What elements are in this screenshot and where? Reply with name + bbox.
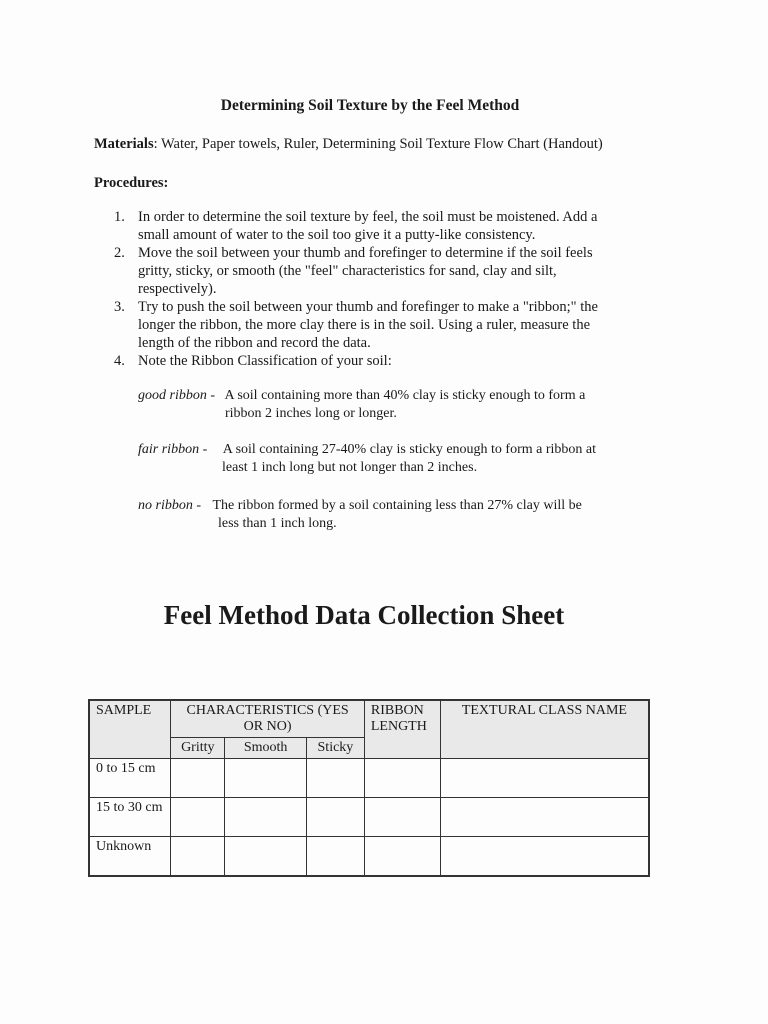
header-sticky: Sticky — [306, 738, 364, 759]
header-characteristics-line1: CHARACTERISTICS (YES — [186, 703, 349, 718]
header-gritty: Gritty — [171, 738, 225, 759]
ribbon-desc-line1: A soil containing more than 40% clay is sticky enough to form a — [224, 388, 586, 403]
sticky-cell[interactable] — [306, 759, 364, 798]
step-number: 2. — [114, 245, 125, 261]
materials-line — [94, 136, 603, 153]
gritty-cell[interactable] — [171, 798, 225, 837]
step-line: length of the ribbon and record the data. — [138, 335, 371, 351]
ribbon-good — [138, 387, 585, 423]
step-line: Move the soil between your thumb and forefinger to determine if the soil feels — [138, 245, 593, 261]
ribbon-desc-line2: least 1 inch long but not longer than 2 inches. — [222, 460, 478, 475]
header-ribbon-line2: LENGTH — [370, 719, 427, 734]
step-line: gritty, sticky, or smooth (the "feel" characteristics for sand, clay and silt, — [138, 263, 557, 279]
ribbon-desc-line2: less than 1 inch long. — [218, 516, 337, 531]
step-line: respectively). — [138, 281, 217, 297]
ribbon-length-cell[interactable] — [364, 759, 440, 798]
sample-label: 0 to 15 cm — [89, 759, 171, 798]
step-number: 1. — [114, 209, 125, 225]
step-text — [138, 244, 638, 298]
table-header-row — [89, 700, 649, 738]
step-line: longer the ribbon, the more clay there is in the soil. Using a ruler, measure the — [138, 317, 591, 333]
smooth-cell[interactable] — [225, 837, 307, 877]
ribbon-term: good ribbon - — [138, 388, 215, 403]
header-sample: SAMPLE — [89, 700, 171, 759]
data-collection-table — [88, 699, 650, 877]
table-row — [89, 759, 649, 798]
header-characteristics-line2: OR NO) — [243, 719, 292, 734]
smooth-cell[interactable] — [225, 759, 307, 798]
table-row — [89, 798, 649, 837]
step-number: 3. — [114, 299, 125, 315]
ribbon-term: no ribbon - — [138, 498, 201, 513]
table-row — [89, 837, 649, 877]
ribbon-desc-line1: The ribbon formed by a soil containing less than 27% clay will be — [212, 498, 582, 513]
textural-class-cell[interactable] — [440, 759, 649, 798]
ribbon-length-cell[interactable] — [364, 798, 440, 837]
header-textural-class: TEXTURAL CLASS NAME — [440, 700, 649, 759]
header-characteristics — [171, 700, 365, 738]
sample-label: 15 to 30 cm — [89, 798, 171, 837]
data-sheet-title: Feel Method Data Collection Sheet — [163, 600, 565, 630]
smooth-cell[interactable] — [225, 798, 307, 837]
ribbon-length-cell[interactable] — [364, 837, 440, 877]
step-line: In order to determine the soil texture by feel, the soil must be moistened. Add a — [138, 209, 598, 225]
step-line: Note the Ribbon Classification of your soil: — [138, 353, 392, 369]
gritty-cell[interactable] — [171, 759, 225, 798]
textural-class-cell[interactable] — [440, 837, 649, 877]
sample-label: Unknown — [89, 837, 171, 877]
document-title: Determining Soil Texture by the Feel Method — [220, 97, 520, 114]
step-line: Try to push the soil between your thumb and forefinger to make a "ribbon;" the — [138, 299, 598, 315]
textural-class-cell[interactable] — [440, 798, 649, 837]
ribbon-desc-line1: A soil containing 27-40% clay is sticky enough to form a ribbon at — [222, 442, 597, 457]
header-smooth: Smooth — [225, 738, 307, 759]
procedures-heading: Procedures: — [94, 175, 169, 191]
step-number: 4. — [114, 353, 125, 369]
gritty-cell[interactable] — [171, 837, 225, 877]
ribbon-none — [138, 497, 582, 533]
ribbon-fair — [138, 441, 596, 477]
ribbon-desc-line2: ribbon 2 inches long or longer. — [225, 406, 397, 421]
sticky-cell[interactable] — [306, 798, 364, 837]
step-text — [138, 352, 638, 370]
header-ribbon-line1: RIBBON — [370, 703, 424, 718]
ribbon-term: fair ribbon - — [138, 442, 208, 457]
step-line: small amount of water to the soil too give it a putty-like consistency. — [138, 227, 536, 243]
sticky-cell[interactable] — [306, 837, 364, 877]
step-text — [138, 208, 638, 244]
header-ribbon-length — [364, 700, 440, 759]
materials-label: Materials — [94, 136, 154, 152]
materials-text: : Water, Paper towels, Ruler, Determining Soil Texture Flow Chart (Handout) — [153, 136, 603, 152]
step-text — [138, 298, 638, 352]
